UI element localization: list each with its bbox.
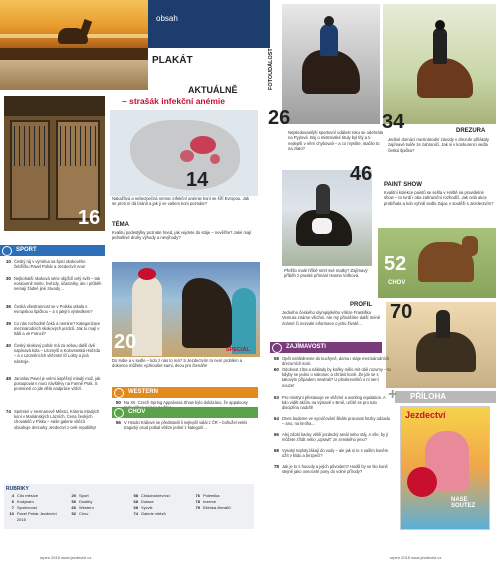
- rubrika-label: Výcvik: [141, 505, 153, 510]
- page-number: 68: [273, 448, 279, 453]
- stable-page-number: 16: [78, 207, 101, 229]
- rubrika-label: Pavel Pohár Jezdectví 2015: [16, 511, 57, 522]
- page-number: 68: [133, 499, 138, 504]
- list-item[interactable]: [2, 259, 102, 269]
- footer-right: srpen 2015 www.jezdectvi.cz: [390, 555, 442, 560]
- list-item[interactable]: [270, 448, 392, 458]
- list-item[interactable]: [270, 416, 392, 426]
- page-number: 30: [5, 276, 11, 281]
- horseshoe-icon: [114, 388, 124, 398]
- aktualne-page-number: 14: [186, 169, 209, 191]
- list-item[interactable]: [270, 464, 392, 474]
- page-number: 58: [273, 356, 279, 361]
- rubrika-label: Ekimka čtenářů: [203, 505, 231, 510]
- drezura-page-number: 34: [382, 111, 405, 133]
- list-item[interactable]: [270, 356, 392, 366]
- rubriky-grid: [6, 493, 252, 522]
- chov-section-header: CHOV: [112, 407, 258, 418]
- rubrika-label: Chov: [79, 511, 89, 516]
- item-description: Alej zdobí kacky větší jezdecký areál nebo stáj. A vše, by jí můžete zřídit nebo „upravit“ ze zenského jeno?: [282, 432, 389, 443]
- list-item[interactable]: [270, 395, 392, 411]
- page-number: 78: [273, 464, 279, 469]
- plakat-photo: [0, 60, 148, 90]
- rubriky-box: [4, 484, 254, 529]
- page-number: 74: [5, 409, 11, 414]
- list-item[interactable]: [270, 367, 392, 388]
- foal-icon: [114, 408, 124, 418]
- fotoudalost-page-number: 26: [268, 107, 291, 129]
- zajimavosti-section-header: ZAJÍMAVOSTI: [270, 342, 382, 353]
- europe-map: [110, 110, 258, 196]
- item-description: Nejbohatší skoková série objíždí celý svět – tak eoskoutnil mnito, hvězdy, účastníky, ale i průběh nemají žádné jiné závody…: [14, 276, 102, 292]
- page-number: 66: [273, 432, 279, 437]
- rubrika-label: Spolecnost: [17, 505, 37, 510]
- list-item[interactable]: [270, 432, 392, 442]
- list-item[interactable]: [2, 276, 102, 292]
- profil-label: PROFIL: [350, 302, 372, 308]
- western-section-header: WESTERN: [112, 387, 258, 398]
- page-number: 68: [133, 505, 138, 510]
- drezura-text: Jediné domácí mezinárodní závody v drezuře přilákaly zajímavé tváře ze zahraničí. Jak si v konkurenci vedla česká špička?: [388, 137, 490, 153]
- item-description: Jaroslav Pavel je velmi úspěšný mladý muž, jak postupovat v moci návštěvy na Farmě Prak. S prominetí co jde dělá nadpráce vítězí.: [14, 376, 101, 392]
- tema-title: TÉMA: [112, 222, 129, 228]
- rubrika-label: Dotace: [141, 499, 154, 504]
- rubrika-label: Inzerce: [203, 499, 217, 504]
- item-description: Vysoký teploty lákají do vody – ale jak si to s vaším koněm užít v klidu a bezpečí?: [282, 448, 389, 459]
- rubrika-label: Kudykam: [17, 499, 34, 504]
- list-item[interactable]: [112, 420, 256, 430]
- rubriky-title: RUBRIKY: [6, 486, 29, 492]
- sport-icon: [2, 246, 12, 256]
- paintshow-page-number: 46: [350, 163, 373, 185]
- sunset-horse-photo: [0, 0, 148, 60]
- paintshow-label: PAINT SHOW: [384, 182, 422, 188]
- horse-head-icon: [272, 343, 282, 353]
- page-number: 4: [11, 493, 14, 498]
- rubrika-label: Polemika: [203, 493, 220, 498]
- list-item[interactable]: [2, 304, 102, 314]
- aktualne-subtitle: – strašák infekční anémie: [122, 96, 226, 106]
- page-number: 50: [115, 400, 121, 405]
- page-number: 60: [71, 505, 76, 510]
- list-item[interactable]: [2, 321, 102, 337]
- aktualne-title: AKTUÁLNĚ: [188, 85, 238, 95]
- special-label: SPECIÁL: [226, 347, 250, 353]
- item-description: Česká všestrannost se v Polsku utkala s evropskou špičkou – a s jakým výsledkem?: [14, 304, 93, 315]
- page-number: 76: [195, 493, 200, 498]
- rubrika-label: Dostihy: [79, 499, 93, 504]
- item-description: Český ráj v výměna na špici skokového žebříčku Pavel Pohár a Jezdectví! Ano!: [14, 259, 86, 270]
- page-number: 58: [133, 493, 138, 498]
- rubrika-item[interactable]: [6, 511, 66, 522]
- tema-text: Kvalitu podestýlky poznáte hned, jak vejdete do stáje – nevěříte? Jaké mají jednotlivé druhy výhody a nevýhody?: [112, 230, 252, 241]
- page-number: 78: [195, 499, 200, 504]
- profil-text: Jedného českého olympijského vítěze Františka Ventura známe všichni. Ale my přinášíme další méně známé či nezvalé informace o jeho životě…: [282, 310, 381, 326]
- page-number: 39: [5, 321, 11, 326]
- item-description: Na XII. Czech Spring Appaloosa Show bylo dokázáno, že appaloosy: [124, 400, 248, 405]
- rubrika-label: Galerie vítězů: [141, 511, 166, 516]
- fotoudalost-label: FOTOUDÁLOST: [268, 48, 274, 90]
- aktualne-text: Nakažlivá a nebezpečná nemoc infekční anémie koní se šíří Evropou. Jak se proti ní dá bránit a jak ji ve vašem koni poznáte?: [112, 196, 250, 207]
- priloha-plus-icon: +: [388, 386, 398, 403]
- page-number: 63: [273, 395, 279, 400]
- priloha-brand: Jezdectví: [405, 410, 446, 420]
- item-description: Opět nahlédneme do kuchyně, domu i stáje mezinárodních drezurních koní.: [282, 356, 389, 367]
- rubrika-label: Chladnokrevníci: [141, 493, 170, 498]
- rubrika-label: Cílo měsíce: [17, 493, 39, 498]
- item-description: V Hradci Králové se představili li nejlepší valái z ČR – bohužel velmi tragický osud potkal vítěze jedné z kategorií…: [124, 420, 248, 431]
- page-number: 48: [5, 376, 11, 381]
- page-number: 40: [5, 343, 11, 348]
- page-number: 20: [71, 493, 76, 498]
- fotoudalost-photo: [282, 4, 380, 124]
- rubrika-item[interactable]: [192, 505, 252, 511]
- item-description: Co nás rozhodně čeká a nemine? Kategorizace mezinárodních skokových jezdců. Jak to mají v Itálii a ve Francii?: [14, 321, 101, 337]
- priloha-cover-text: NASE SOUTEZ: [451, 497, 476, 509]
- page-number: 74: [133, 511, 138, 516]
- list-item[interactable]: [2, 376, 102, 392]
- priloha-cover: [400, 406, 490, 530]
- page-number: 10: [9, 511, 14, 516]
- page-number: 79: [195, 505, 200, 510]
- page-number: 56: [115, 420, 121, 425]
- item-description: Sprinteri v Hermanově Městci, Kriteria mladých koní v Mariánských Lázních, Cena českých chovatelů v Písku – naše galerie vítězů obsahuje drezurky Jezdectví z celé republiky!: [14, 409, 100, 430]
- page-number: 36: [5, 304, 11, 309]
- chov-feature-label: CHOV: [388, 280, 406, 286]
- profil-page-number: 70: [390, 301, 413, 323]
- page-number: 50: [71, 499, 76, 504]
- item-description: Jak je to s hucudy a jejich původem? Hodili by se tito koně stejně jako ovnoceté pony do volné přírody?: [282, 464, 388, 475]
- item-description: Pro mistryni přestavuje ve vítězné a working equitation. A kdo vidět akčiru na výstavě v Brně, určitě se pro tuto disciplínu nadchl!: [282, 395, 386, 411]
- rubrika-label: Western: [79, 505, 94, 510]
- paintshow-text: Kvalitní kolekce paintů se sešla v Hoště na pravidelné show – to tvrdí i oba zahraniční rozhodčí. Jak celá akce probíhala a kdo vyhrál sedlo Zajac v soutěži s Jezdectvím?: [384, 190, 494, 206]
- list-item[interactable]: [2, 343, 102, 364]
- page-number: 10: [5, 259, 11, 264]
- special-text: Do Indie a v sedle – kdo z nás to má? S Jezdectvím to není problém a dokonce můžete vyzkoušet sami, dvou pro čtenáře!: [112, 358, 243, 369]
- page-number: 64: [273, 416, 279, 421]
- item-description: Dnes budeme ve vycvičování šikále pracovat hezky odzadu – ano, na kmíha…: [282, 416, 391, 427]
- item-description: Odolnost zítra a náklady by koňky mělo mít obě rozumy – to kdyby se jedno o nakonec a chránit koně. Že jde se s takovým případem newtrali? U plnokrevníků o ní není nouze!: [282, 367, 391, 388]
- drezura-photo: [383, 4, 496, 124]
- header-band: [148, 0, 270, 48]
- rubrika-item[interactable]: [68, 511, 128, 517]
- plakat-label: PLAKÁT: [152, 55, 193, 66]
- priloha-label: PŘÍLOHA: [410, 392, 446, 401]
- page-number: 7: [11, 505, 14, 510]
- item-description: Český skokový pohár má za sebou další dvě napínavá kola – Litomyšl a Kolovratská Hvězda – a v Litoměricích vítězství tři Lokty a jiná nástroje.: [14, 343, 101, 364]
- fotoudalost-text: Nejsledovanější sportovní událost roku se odehrála na Pyjrové. Boj o mistrovské tituly byl lítý a ti nejlepší v něm chybovali – a co myslíte, stačilo to na zlato?: [288, 130, 383, 151]
- page-number: 6: [11, 499, 14, 504]
- list-item[interactable]: [2, 409, 102, 430]
- page-number: 52: [71, 511, 76, 516]
- footer-left: srpen 2015 www.jezdectvi.cz: [40, 555, 92, 560]
- obsah-label: obsah: [156, 14, 178, 23]
- sport-section-header: SPORT: [0, 245, 105, 256]
- drezura-label: DREZURA: [456, 128, 486, 134]
- chov-page-number: 52: [384, 253, 407, 275]
- rubrika-label: Sport: [79, 493, 89, 498]
- page-number: 60: [273, 367, 279, 372]
- special-page-number: 20: [114, 331, 137, 353]
- rubrika-item[interactable]: [130, 511, 190, 517]
- chov-feature-text: Přežilo malé hříbě smrt své matky? Zajímavý příběh z pruské přímání Hanna Vořková.: [284, 268, 368, 279]
